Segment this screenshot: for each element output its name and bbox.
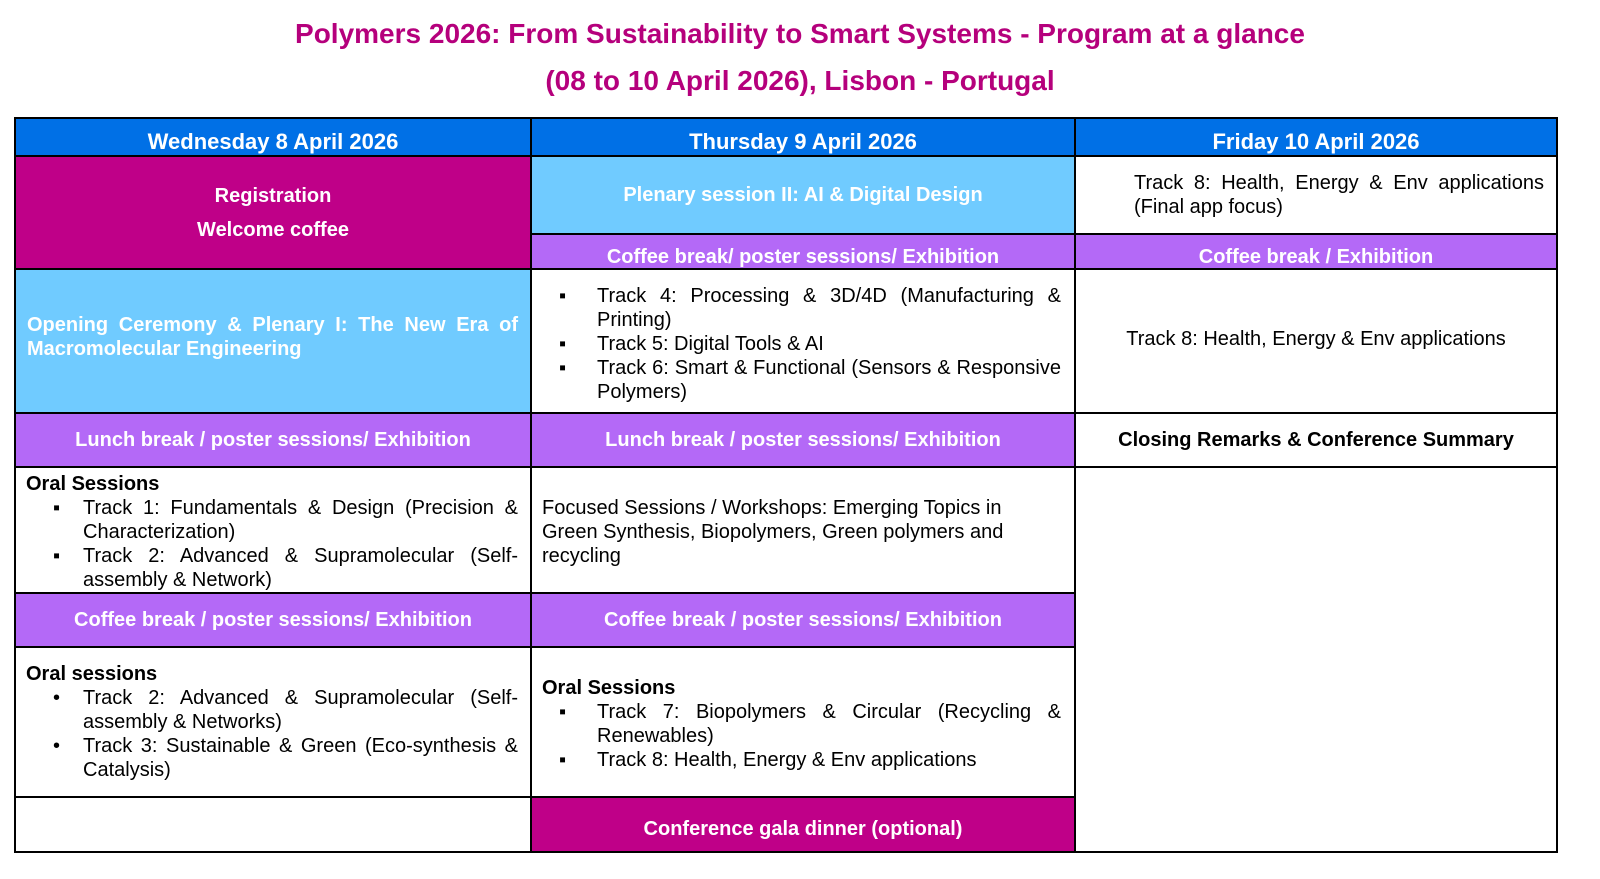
welcome-coffee-label: Welcome coffee	[197, 218, 349, 241]
thu-plenary-cell	[530, 155, 1076, 235]
thu-tracks-list	[532, 284, 1061, 404]
wed-registration-cell	[14, 155, 532, 270]
thu-oral-list	[542, 700, 1061, 772]
fri-coffee-label: Coffee break / Exhibition	[1198, 245, 1434, 268]
list-item	[532, 332, 1061, 356]
header-friday	[1074, 117, 1558, 157]
list-item	[542, 748, 1061, 772]
list-item	[26, 496, 518, 544]
header-thursday-label: Thursday 9 April 2026	[689, 129, 917, 154]
track-text: Track 3: Sustainable & Green (Eco-synthesis & Catalysis)	[83, 735, 518, 781]
list-item	[542, 700, 1061, 748]
thu-tracks-cell	[530, 268, 1076, 414]
plenary-ii-label: Plenary session II: AI & Digital Design	[623, 184, 983, 206]
gala-dinner-label: Conference gala dinner (optional)	[643, 817, 963, 840]
track-text: Track 8: Health, Energy & Env applications	[597, 749, 977, 771]
fri-track8-final-cell	[1074, 155, 1558, 235]
wed-oral1-title: Oral Sessions	[26, 473, 160, 495]
track-text: Track 6: Smart & Functional (Sensors & Responsive Polymers)	[597, 357, 1061, 403]
fri-empty-cell	[1074, 466, 1558, 853]
closing-remarks-label: Closing Remarks & Conference Summary	[1118, 429, 1514, 451]
fri-closing-cell	[1074, 412, 1558, 468]
header-friday-label: Friday 10 April 2026	[1212, 129, 1420, 154]
thu-coffee1-cell	[530, 233, 1076, 270]
focused-sessions-text: Focused Sessions / Workshops: Emerging Topics in Green Synthesis, Biopolymers, Green polymers and recycling	[542, 497, 1004, 567]
wed-oral2-list	[26, 686, 518, 782]
thu-lunch-label: Lunch break / poster sessions/ Exhibition	[605, 429, 1001, 451]
wed-coffee-label: Coffee break / poster sessions/ Exhibition	[74, 609, 472, 631]
thu-lunch-cell	[530, 412, 1076, 468]
track-text: Track 7: Biopolymers & Circular (Recycling & Renewables)	[597, 701, 1061, 747]
wed-oral2-title: Oral sessions	[26, 663, 158, 685]
wed-empty-cell	[14, 796, 532, 853]
thu-focused-cell	[530, 466, 1076, 594]
track-text: Track 1: Fundamentals & Design (Precision & Characterization)	[83, 497, 518, 543]
thu-oral-sessions	[530, 646, 1076, 798]
header-wednesday	[14, 117, 532, 157]
wed-lunch-label: Lunch break / poster sessions/ Exhibition	[75, 429, 471, 451]
wed-oral-sessions-1	[14, 466, 532, 594]
list-item	[26, 734, 518, 782]
wed-opening-cell	[14, 268, 532, 414]
fri-track8-cell	[1074, 268, 1558, 414]
track8-final-text: Track 8: Health, Energy & Env applications (Final app focus)	[1134, 172, 1544, 218]
list-item	[532, 284, 1061, 332]
wed-oral-sessions-2	[14, 646, 532, 798]
track-text: Track 4: Processing & 3D/4D (Manufacturing & Printing)	[597, 285, 1061, 331]
wed-oral1-list	[26, 496, 518, 592]
list-item	[26, 686, 518, 734]
thu-oral-title: Oral Sessions	[542, 677, 676, 699]
thu-gala-cell	[530, 796, 1076, 853]
list-item	[26, 544, 518, 592]
track-text: Track 5: Digital Tools & AI	[597, 333, 824, 355]
wed-coffee-cell	[14, 592, 532, 648]
track8-text: Track 8: Health, Energy & Env applications	[1126, 328, 1506, 350]
thu-coffee2-label: Coffee break / poster sessions/ Exhibition	[604, 609, 1002, 631]
fri-coffee-cell	[1074, 233, 1558, 270]
header-thursday	[530, 117, 1076, 157]
thu-coffee1-label: Coffee break/ poster sessions/ Exhibition	[606, 245, 1000, 268]
list-item	[532, 356, 1061, 404]
opening-ceremony-label: Opening Ceremony & Plenary I: The New Era of Macromolecular Engineering	[27, 314, 518, 360]
page-subtitle: (08 to 10 April 2026), Lisbon - Portugal	[545, 65, 1055, 96]
track-text: Track 2: Advanced & Supramolecular (Self-assembly & Networks)	[83, 687, 518, 733]
track-text: Track 2: Advanced & Supramolecular (Self-assembly & Network)	[83, 545, 518, 591]
wed-lunch-cell	[14, 412, 532, 468]
thu-coffee2-cell	[530, 592, 1076, 648]
registration-label: Registration	[214, 184, 332, 207]
header-wednesday-label: Wednesday 8 April 2026	[147, 129, 399, 154]
page-title: Polymers 2026: From Sustainability to Smart Systems - Program at a glance	[295, 18, 1305, 49]
